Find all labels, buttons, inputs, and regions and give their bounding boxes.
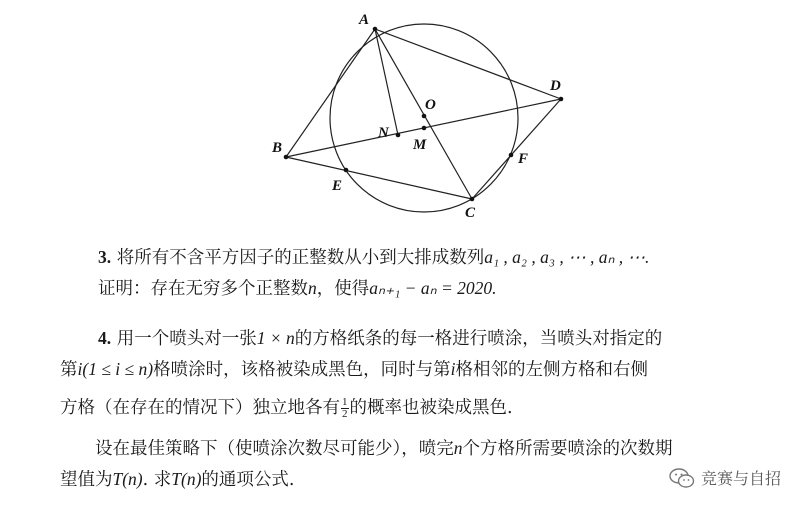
label-C: C (465, 205, 476, 221)
geometry-figure (0, 0, 807, 232)
fraction-numerator: 1 (342, 396, 348, 408)
problem4-text: 用一个喷头对一张 (116, 329, 257, 349)
problem4-number: 4. (98, 328, 112, 348)
problem4-text: 个方格所需要喷涂的次数期 (462, 439, 673, 459)
wechat-icon (669, 467, 695, 489)
point-A (373, 27, 378, 32)
segment-CD (472, 99, 561, 199)
problem3-var-n: n (308, 278, 317, 298)
problem3-line1 (98, 245, 649, 270)
segment-AN (375, 29, 398, 135)
point-C (470, 197, 475, 202)
problem3-claim-mid: ，使得 (316, 279, 370, 299)
fraction-denominator: 2 (342, 408, 348, 420)
problem4-var-n: n (453, 438, 463, 458)
problem3-text: 将所有不含平方因子的正整数从小到大排成数列 (116, 248, 485, 268)
label-D: D (550, 78, 561, 94)
problem3-sequence: a₁ , a₂ , a₃ , ⋯ , aₙ , ⋯. (484, 247, 650, 267)
problem4-text: 格相邻的左侧方格和右侧 (455, 360, 648, 380)
problem4-line4 (60, 436, 673, 461)
watermark-text: 竞赛与自招 (700, 469, 781, 488)
point-E (344, 168, 349, 173)
point-B (284, 155, 289, 160)
point-M (422, 126, 427, 131)
fraction-one-half (341, 397, 349, 420)
point-D (559, 97, 564, 102)
problem3-number: 3. (98, 247, 112, 267)
problem4-var-i: i (450, 359, 456, 379)
watermark (669, 466, 781, 489)
problem4-math-range: i(1 ≤ i ≤ n) (77, 359, 154, 379)
problem4-text: 设在最佳策略下（使喷涂次数尽可能少），喷完 (95, 439, 454, 459)
point-N (396, 133, 401, 138)
problem4-line5 (60, 467, 294, 492)
problem4-text: 的概率也被染成黑色. (349, 398, 513, 418)
segment-BC (286, 157, 472, 199)
problem4-math-1xn: 1 × n (256, 328, 295, 348)
problem3-claim-lead: 证明：存在无穷多个正整数 (98, 279, 308, 299)
problem4-text: 第 (60, 360, 78, 380)
point-O (422, 114, 427, 119)
problem3-line2 (98, 276, 497, 301)
label-A: A (359, 12, 370, 28)
problem4-text: 方格（在存在的情况下）独立地各有 (60, 398, 340, 418)
problem4-line2 (60, 357, 648, 382)
problem4-line3 (60, 396, 513, 420)
label-M: M (413, 137, 427, 153)
label-B: B (272, 140, 283, 156)
problem4-text: 望值为 (60, 470, 113, 490)
segment-AD (375, 29, 561, 99)
problem4-text: . 求 (142, 470, 172, 490)
label-E: E (332, 178, 343, 194)
problem4-math-Tn: T(n) (112, 469, 143, 489)
segment-AB (286, 29, 375, 157)
problem4-line1 (98, 326, 662, 351)
problem3-equation: aₙ₊₁ − aₙ = 2020. (369, 278, 497, 298)
point-F (509, 153, 514, 158)
label-F: F (518, 151, 529, 167)
problem4-text: 格喷涂时，该格被染成黑色，同时与第 (153, 360, 451, 380)
problem4-text: 的通项公式. (201, 470, 295, 490)
problem4-text: 的方格纸条的每一格进行喷涂，当喷头对指定的 (294, 329, 663, 349)
label-N: N (378, 125, 389, 141)
label-O: O (425, 97, 436, 113)
problem4-math-Tn: T(n) (171, 469, 202, 489)
